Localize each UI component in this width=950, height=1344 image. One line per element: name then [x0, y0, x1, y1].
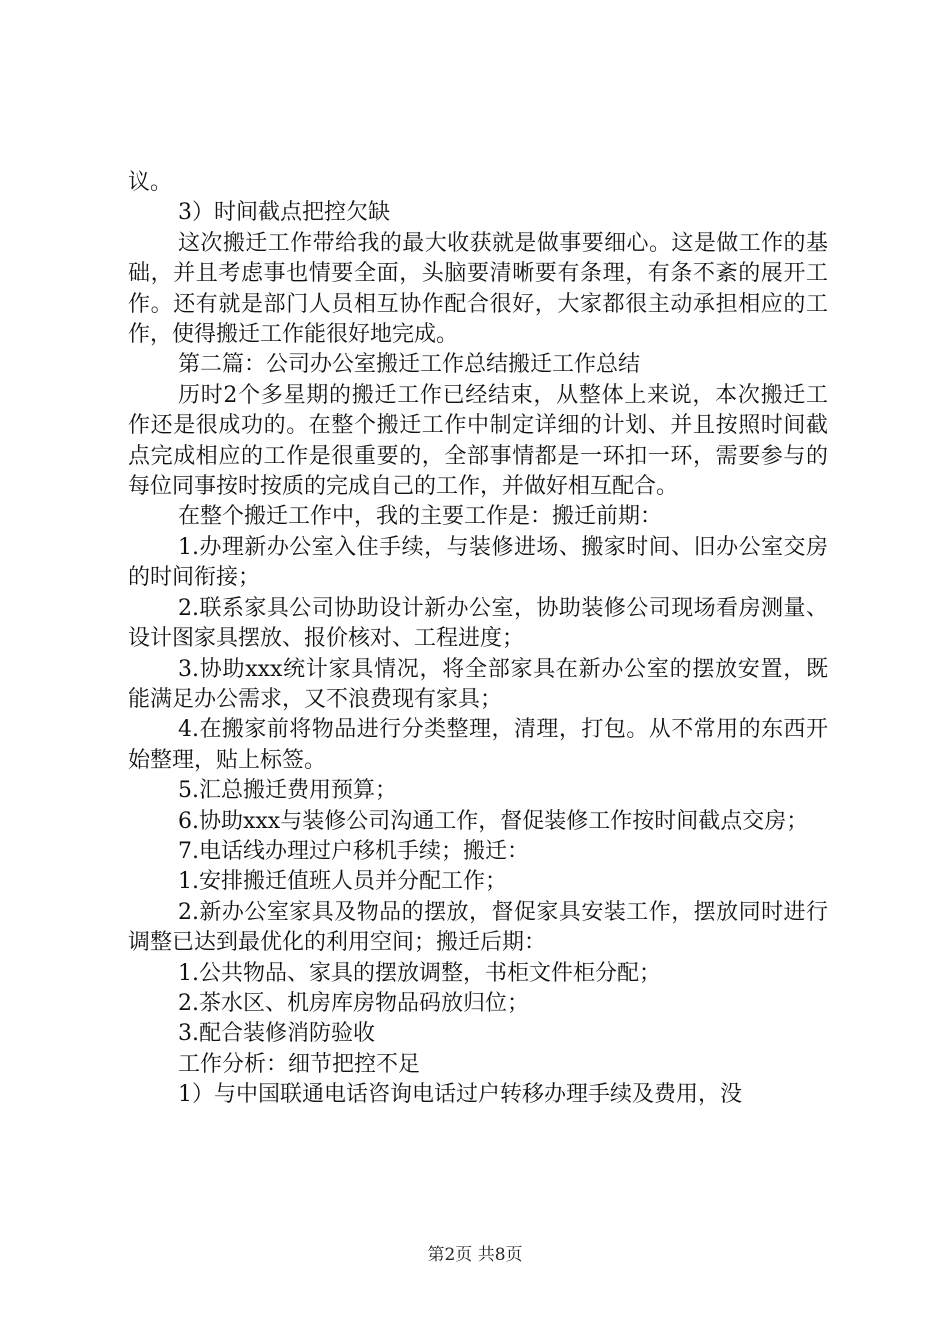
list-item: 4.在搬家前将物品进行分类整理，清理，打包。从不常用的东西开始整理，贴上标签。: [128, 717, 828, 773]
paragraph: 1）与中国联通电话咨询电话过户转移办理手续及费用，没: [178, 1082, 742, 1108]
paragraph: 3）时间截点把控欠缺: [178, 200, 390, 226]
list-item: 3.协助xxx统计家具情况，将全部家具在新办公室的摆放安置，既能满足办公需求，又不浪费现有家具；: [128, 656, 828, 712]
paragraph: 工作分析：细节把控不足: [178, 1051, 421, 1077]
section-heading: 第二篇：公司办公室搬迁工作总结搬迁工作总结: [178, 352, 641, 378]
page-number: 第2页 共8页: [427, 1245, 523, 1265]
paragraph: 在整个搬迁工作中，我的主要工作是：搬迁前期：: [178, 504, 663, 530]
list-item: 2.联系家具公司协助设计新办公室，协助装修公司现场看房测量、设计图家具摆放、报价核对、工程进度；: [128, 595, 828, 652]
list-item: 1.办理新办公室入住手续，与装修进场、搬家时间、旧办公室交房的时间衔接；: [128, 534, 828, 591]
list-item: 5.汇总搬迁费用预算；: [178, 778, 397, 804]
document-body: [128, 168, 828, 1111]
list-item: 1.公共物品、家具的摆放调整，书柜文件柜分配；: [178, 960, 661, 986]
list-item: 7.电话线办理过户移机手续；搬迁：: [178, 838, 529, 864]
list-item: 2.茶水区、机房库房物品码放归位；: [178, 990, 529, 1016]
paragraph: 历时2个多星期的搬迁工作已经结束，从整体上来说，本次搬迁工作还是很成功的。在整个搬迁工作中制定详细的计划、并且按照时间截点完成相应的工作是很重要的，全部事情都是一环扣一环，需要参与的每位同事按时按质的完成自己的工作，并做好相互配合。: [128, 382, 828, 500]
list-item: 6.协助xxx与装修公司沟通工作，督促装修工作按时间截点交房；: [178, 808, 809, 834]
list-item: 1.安排搬迁值班人员并分配工作；: [178, 869, 507, 895]
list-item: 2.新办公室家具及物品的摆放，督促家具安装工作，摆放同时进行调整已达到最优化的利用空间；搬迁后期：: [128, 899, 828, 956]
paragraph: 这次搬迁工作带给我的最大收获就是做事要细心。这是做工作的基础，并且考虑事也情要全面，头脑要清晰要有条理，有条不紊的展开工作。还有就是部门人员相互协作配合很好，大家都很主动承担相应的工作，使得搬迁工作能很好地完成。: [128, 230, 828, 348]
paragraph: 议。: [128, 170, 173, 195]
page-footer: [0, 1240, 950, 1265]
list-item: 3.配合装修消防验收: [178, 1021, 375, 1047]
